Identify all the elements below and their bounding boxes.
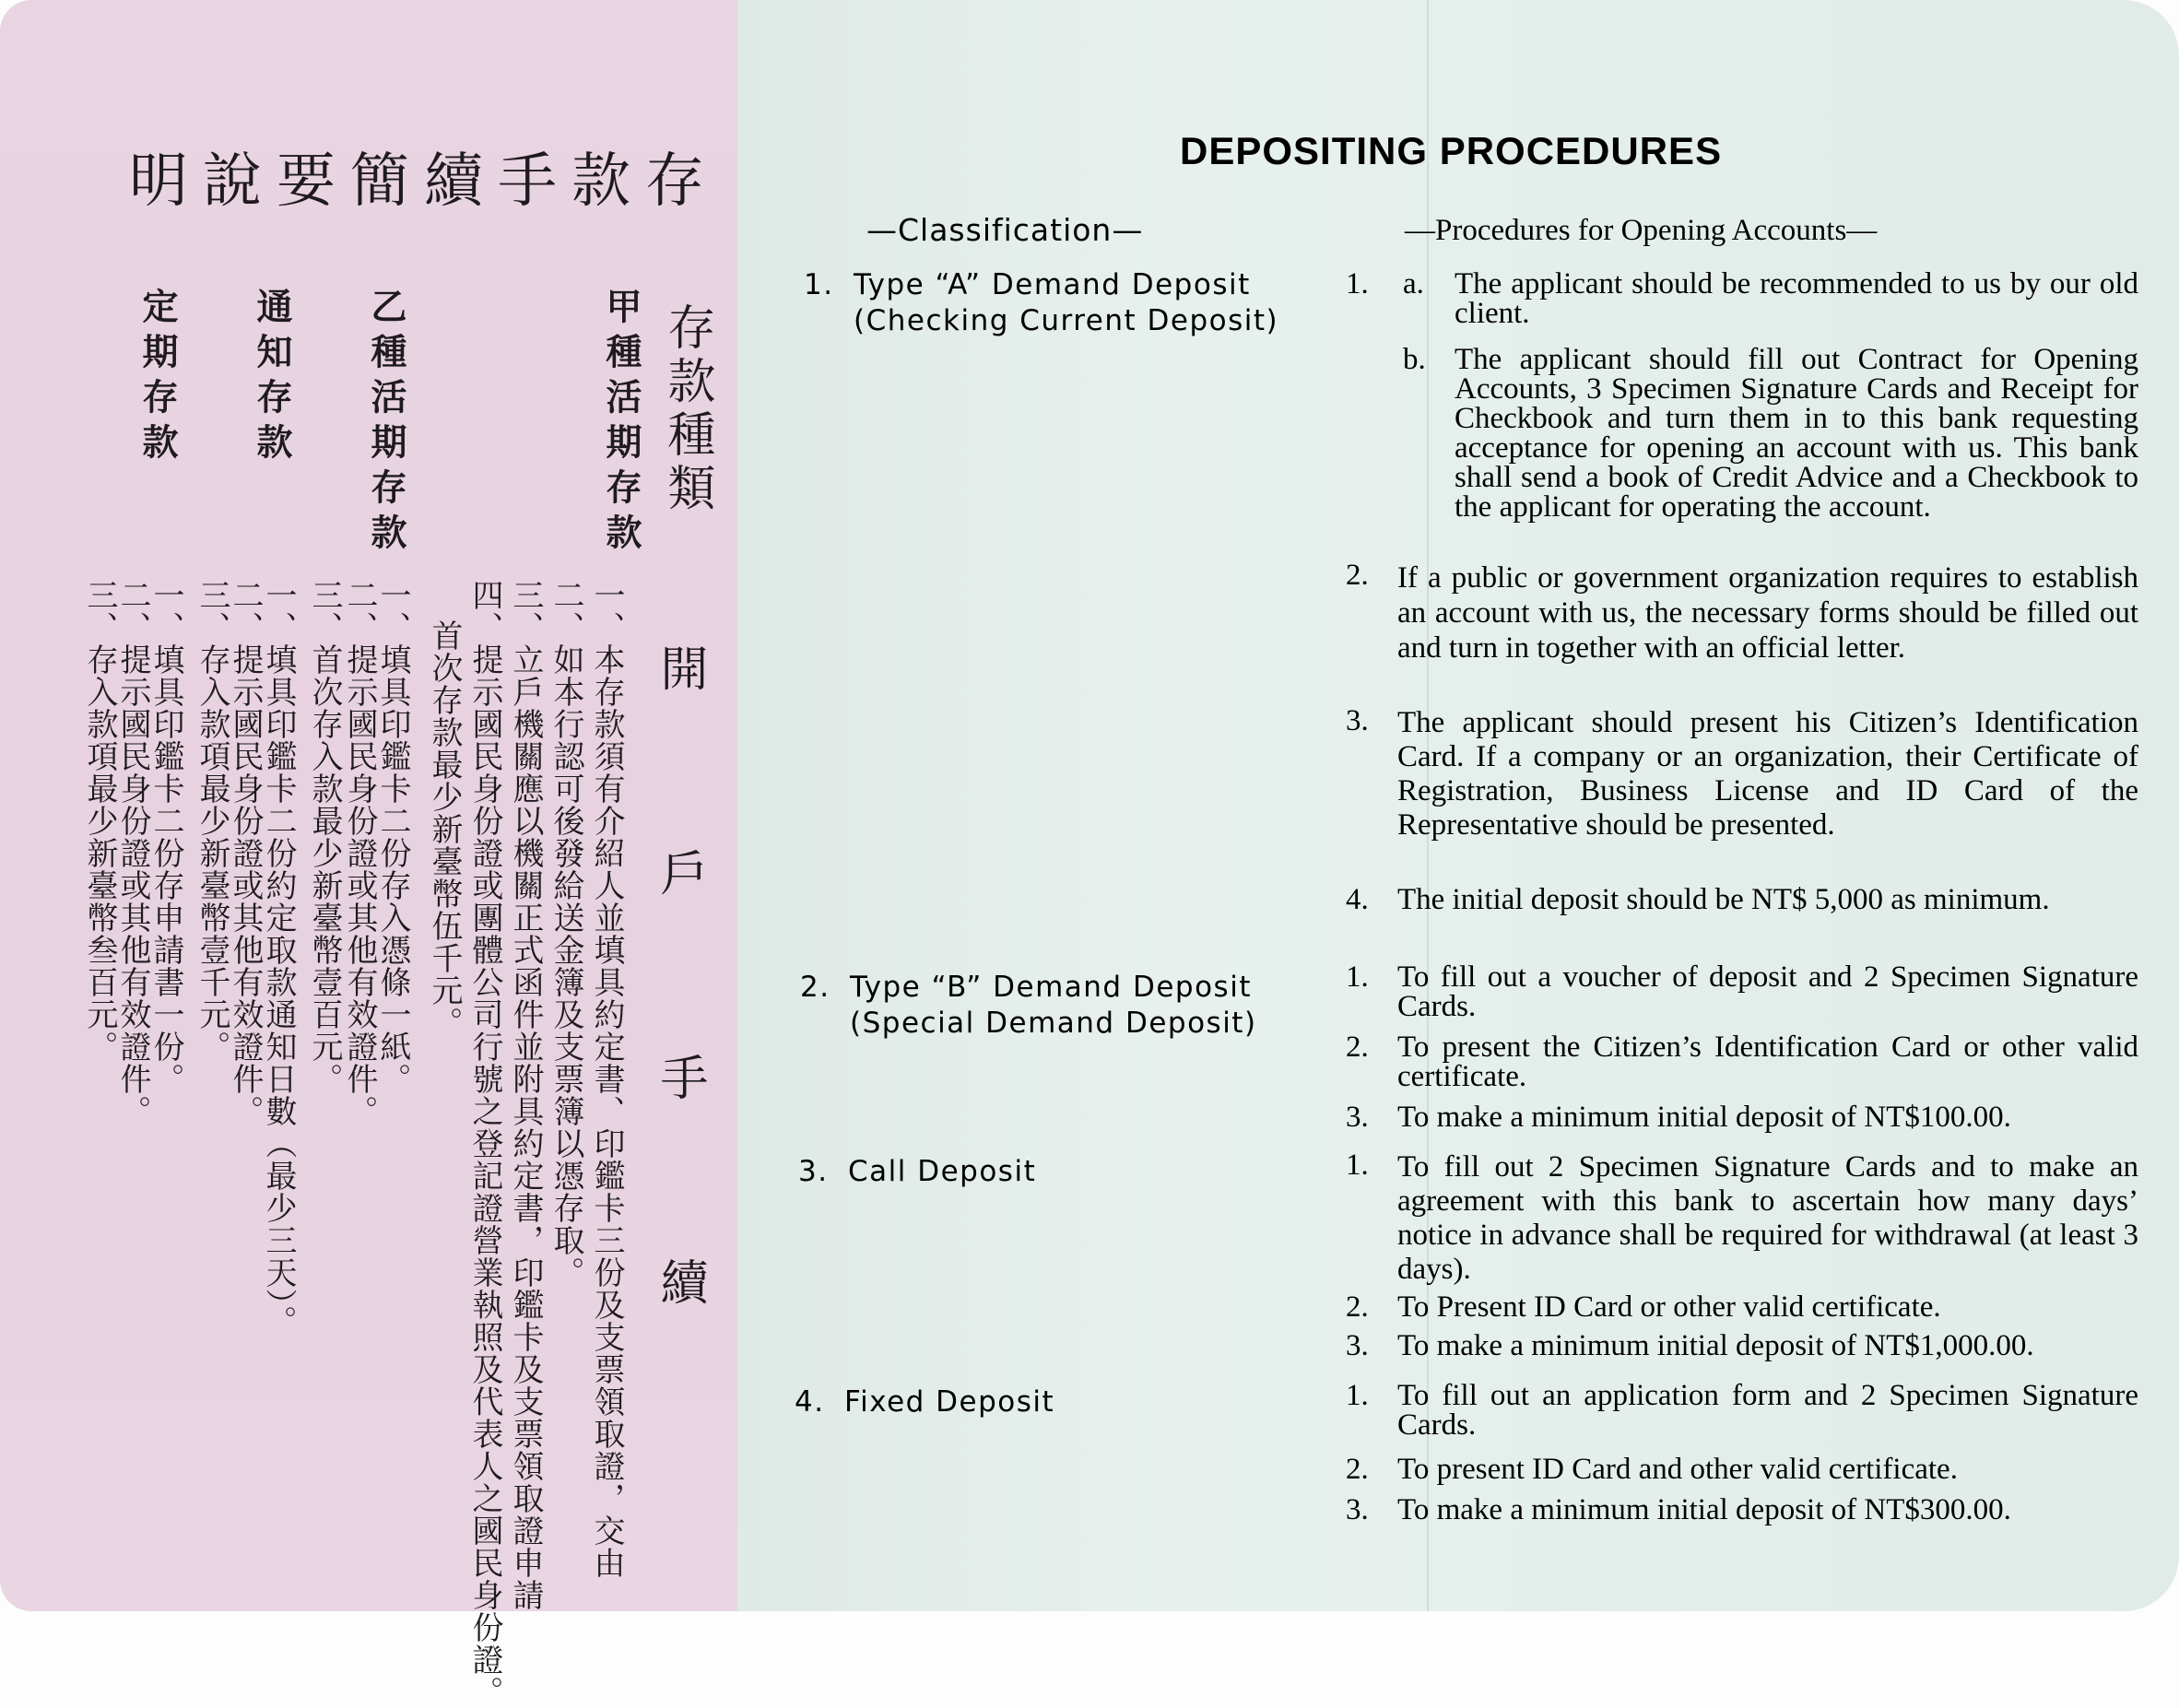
procedure-text: To fill out a voucher of deposit and 2 Specimen Signature Cards. (1397, 960, 2138, 1023)
classification-name: Type “B” Demand Deposit (850, 971, 1252, 1004)
procedure-text: The applicant should present his Citizen’s Identification Card. If a company or an organization, their Certificate of Registration, Business License and ID Card of the Representative should be presented. (1397, 706, 2138, 842)
procedure-number: 1. (1346, 960, 1369, 994)
classification-4 (795, 1384, 1054, 1420)
classification-number: 3. (798, 1155, 829, 1188)
procedure-fixed-1 (1346, 1381, 2138, 1440)
rule-b-3: 三、首次存入款最少新臺幣壹百元。 (306, 579, 343, 1095)
procedure-number: 1. (1346, 267, 1369, 300)
rule-call-1: 一、填具印鑑卡二份約定取款通知日數（最少三天）。 (260, 579, 297, 1337)
procedure-b-1 (1346, 962, 2138, 1021)
english-title: DEPOSITING PROCEDURES (1180, 129, 1723, 172)
procedure-number: 1. (1346, 1379, 1369, 1412)
procedure-call-1 (1346, 1150, 2138, 1287)
procedure-number: 1. (1346, 1148, 1369, 1182)
procedure-a-3 (1346, 706, 2138, 842)
procedure-a-2 (1346, 560, 2138, 666)
classification-sub: (Checking Current Deposit) (854, 304, 1279, 337)
classification-name: Type “A” Demand Deposit (854, 268, 1251, 301)
rule-call-3: 三、存入款項最少新臺幣壹千元。 (194, 579, 230, 1063)
rule-fixed-3: 三、存入款項最少新臺幣叁百元。 (81, 579, 118, 1063)
classification-name: Fixed Deposit (844, 1385, 1055, 1419)
rule-fixed-2: 二、提示國民身份證或其他有效證件。 (114, 579, 151, 1127)
rule-fixed-1: 一、填具印鑑卡二份存申請書一份。 (147, 579, 184, 1095)
deposit-type-fixed: 定期存款 (136, 288, 178, 468)
deposit-type-call: 通知存款 (251, 288, 292, 468)
procedure-text: To present ID Card and other valid certificate. (1397, 1453, 1958, 1486)
procedure-a-1 (1346, 269, 2138, 564)
procedure-letter: a. (1403, 267, 1424, 300)
procedure-number: 2. (1346, 559, 1369, 592)
rule-b-2: 二、提示國民身份證或其他有效證件。 (341, 579, 378, 1127)
procedures-heading: —Procedures for Opening Accounts— (1405, 214, 1878, 247)
classification-sub: (Special Demand Deposit) (850, 1007, 1257, 1040)
deposit-type-b: 乙種活期存款 (365, 288, 406, 559)
rule-a-5: 首次存款最少新臺幣伍千元。 (426, 619, 463, 1039)
rule-a-4: 四、提示國民身份證或團體公司行號之登記證營業執照及代表人之國民身份證。 (466, 579, 503, 1708)
deposit-types-heading: 存款種類 (659, 302, 714, 516)
classification-name: Call Deposit (848, 1155, 1037, 1188)
procedure-text: The applicant should be recommended to us by our old client. (1455, 267, 2138, 330)
rule-a-2: 二、如本行認可後發給送金簿及支票簿以憑存取。 (548, 579, 584, 1289)
procedure-a-4 (1346, 885, 2138, 914)
procedure-text: The initial deposit should be NT$ 5,000 as minimum. (1397, 883, 2050, 916)
rule-call-2: 二、提示國民身份證或其他有效證件。 (227, 579, 264, 1127)
procedure-text: To fill out 2 Specimen Signature Cards and to make an agreement with this bank to ascertain how many days’ notice in advance shall be required for withdrawal (at least 3 days). (1397, 1150, 2138, 1286)
procedure-number: 2. (1346, 1453, 1369, 1486)
chinese-title: 明說要簡續手款存 (129, 147, 719, 216)
procedure-text: To fill out an application form and 2 Specimen Signature Cards. (1397, 1379, 2138, 1442)
procedure-number: 2. (1346, 1290, 1369, 1324)
classification-1 (804, 267, 1278, 339)
procedure-number: 3. (1346, 1329, 1369, 1362)
procedure-text: To make a minimum initial deposit of NT$300.00. (1397, 1493, 2011, 1526)
procedure-number: 4. (1346, 883, 1369, 916)
deposit-type-a: 甲種活期存款 (600, 288, 642, 559)
procedure-call-3 (1346, 1331, 2138, 1361)
classification-number: 2. (800, 971, 830, 1004)
classification-number: 1. (804, 268, 834, 301)
procedure-text: The applicant should fill out Contract for Opening Accounts, 3 Specimen Signature Cards and Receipt for Checkbook and turn them in to this bank requesting acceptance for opening an account with us. This bank shall send a book of Credit Advice and a Checkbook to the applicant for operating the account. (1455, 343, 2138, 524)
rule-a-1: 一、本存款須有介紹人並填具約定書、印鑑卡三份及支票領取證，交由 (588, 579, 625, 1579)
classification-3 (798, 1154, 1036, 1190)
procedure-number: 3. (1346, 1493, 1369, 1526)
classification-heading: —Classification— (866, 212, 1144, 248)
rule-b-1: 一、填具印鑑卡二份存入憑條一紙。 (374, 579, 411, 1095)
procedure-b-2 (1346, 1032, 2138, 1091)
procedure-text: To Present ID Card or other valid certificate. (1397, 1290, 1941, 1324)
procedure-text: To make a minimum initial deposit of NT$1,000.00. (1397, 1329, 2034, 1362)
opening-heading: 開戶手續 (652, 643, 707, 1462)
procedure-letter: b. (1403, 343, 1426, 376)
procedure-number: 3. (1346, 704, 1369, 737)
classification-number: 4. (795, 1385, 825, 1419)
procedure-fixed-3 (1346, 1495, 2138, 1525)
procedure-text: To make a minimum initial deposit of NT$100.00. (1397, 1101, 2011, 1134)
rule-a-3: 三、立戶機關應以機關正式函件並附具約定書，印鑑卡及支票領取證申請 (507, 579, 544, 1611)
procedure-number: 3. (1346, 1101, 1369, 1134)
chinese-panel (0, 0, 737, 1708)
procedure-text: To present the Citizen’s Identification Card or other valid certificate. (1397, 1031, 2138, 1093)
classification-2 (800, 970, 1257, 1042)
procedure-fixed-2 (1346, 1455, 2138, 1484)
procedure-number: 2. (1346, 1031, 1369, 1064)
procedure-b-3 (1346, 1102, 2138, 1132)
procedure-call-2 (1346, 1292, 2138, 1322)
procedure-text: If a public or government organization requires to establish an account with us, the necessary forms should be filled out and turn in together with an official letter. (1397, 561, 2138, 665)
